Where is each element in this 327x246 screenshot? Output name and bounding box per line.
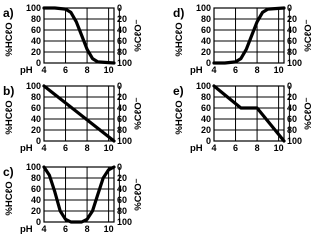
x-tick-label: 10 bbox=[103, 224, 114, 234]
x-tick-label: 4 bbox=[41, 143, 47, 153]
x-tick-label: 10 bbox=[273, 65, 284, 75]
y-tick-label-left: 100 bbox=[25, 3, 41, 13]
x-tick-label: 10 bbox=[103, 143, 114, 153]
y-tick-label-right: 0 bbox=[287, 81, 293, 91]
chart-panel bbox=[3, 162, 144, 235]
y-tick-label-left: 80 bbox=[200, 14, 211, 24]
y-tick-label-right: 80 bbox=[287, 125, 298, 135]
x-tick-label: 4 bbox=[41, 65, 47, 75]
panel-label: b) bbox=[3, 84, 15, 98]
y-tick-label-right: 80 bbox=[117, 125, 128, 135]
x-tick-label: 4 bbox=[211, 143, 217, 153]
y-tick-label-left: 100 bbox=[25, 162, 41, 172]
panel-label: d) bbox=[173, 6, 185, 20]
y-axis-label-right: %CℓO⁻ bbox=[303, 97, 314, 130]
y-tick-label-left: 60 bbox=[200, 25, 211, 35]
x-tick-label: 6 bbox=[233, 65, 239, 75]
x-tick-label: 6 bbox=[63, 65, 69, 75]
y-tick-label-left: 20 bbox=[30, 47, 41, 57]
y-tick-label-left: 80 bbox=[200, 92, 211, 102]
y-axis-label-right: %CℓO⁻ bbox=[133, 178, 144, 211]
y-tick-label-left: 20 bbox=[200, 47, 211, 57]
plot-frame bbox=[214, 8, 284, 63]
y-tick-label-left: 60 bbox=[30, 25, 41, 35]
y-tick-label-right: 20 bbox=[117, 14, 128, 24]
y-tick-label-left: 80 bbox=[30, 92, 41, 102]
y-tick-label-right: 40 bbox=[117, 25, 128, 35]
x-tick-label: 10 bbox=[273, 143, 284, 153]
plot-frame bbox=[44, 8, 114, 63]
y-axis-label-left: %HCℓO bbox=[4, 100, 15, 135]
y-tick-label-right: 40 bbox=[117, 184, 128, 194]
y-tick-label-left: 0 bbox=[35, 58, 41, 68]
y-tick-label-right: 20 bbox=[117, 92, 128, 102]
y-tick-label-left: 40 bbox=[30, 36, 41, 46]
series-line bbox=[44, 167, 114, 222]
y-tick-label-left: 60 bbox=[200, 103, 211, 113]
y-tick-label-right: 60 bbox=[117, 114, 128, 124]
panel-label: c) bbox=[3, 165, 14, 179]
chart-panel bbox=[3, 3, 144, 76]
y-tick-label-right: 100 bbox=[117, 136, 133, 146]
x-tick-label: 8 bbox=[84, 224, 90, 234]
x-axis-label: pH bbox=[190, 65, 203, 76]
y-axis-label-right: %CℓO⁻ bbox=[133, 97, 144, 130]
y-axis-label-left: %HCℓO bbox=[4, 22, 15, 57]
x-axis-label: pH bbox=[190, 143, 203, 154]
y-axis-label-left: %HCℓO bbox=[174, 22, 185, 57]
y-axis-label-left: %HCℓO bbox=[4, 181, 15, 216]
y-tick-label-right: 100 bbox=[287, 136, 303, 146]
y-tick-label-right: 40 bbox=[287, 25, 298, 35]
y-tick-label-right: 20 bbox=[287, 14, 298, 24]
y-tick-label-left: 80 bbox=[30, 14, 41, 24]
x-tick-label: 8 bbox=[84, 65, 90, 75]
y-tick-label-left: 40 bbox=[30, 195, 41, 205]
x-tick-label: 8 bbox=[254, 143, 260, 153]
chart-panel bbox=[173, 81, 314, 154]
chart-panel bbox=[173, 3, 314, 76]
chart-panel bbox=[3, 81, 144, 154]
y-tick-label-left: 40 bbox=[200, 36, 211, 46]
y-tick-label-right: 100 bbox=[287, 58, 303, 68]
x-tick-label: 8 bbox=[84, 143, 90, 153]
y-tick-label-left: 20 bbox=[200, 125, 211, 135]
y-tick-label-right: 40 bbox=[287, 103, 298, 113]
y-tick-label-right: 60 bbox=[287, 36, 298, 46]
y-tick-label-left: 0 bbox=[205, 136, 211, 146]
x-tick-label: 6 bbox=[63, 143, 69, 153]
x-axis-label: pH bbox=[20, 224, 33, 235]
y-tick-label-left: 40 bbox=[200, 114, 211, 124]
x-tick-label: 4 bbox=[211, 65, 217, 75]
x-tick-label: 8 bbox=[254, 65, 260, 75]
y-tick-label-right: 60 bbox=[117, 36, 128, 46]
y-tick-label-right: 80 bbox=[117, 206, 128, 216]
y-tick-label-right: 0 bbox=[287, 3, 293, 13]
series-line bbox=[214, 8, 284, 63]
y-tick-label-left: 100 bbox=[25, 81, 41, 91]
y-tick-label-left: 100 bbox=[195, 81, 211, 91]
series-line bbox=[44, 86, 114, 141]
y-tick-label-right: 100 bbox=[117, 58, 133, 68]
y-axis-label-left: %HCℓO bbox=[174, 100, 185, 135]
y-axis-label-right: %CℓO⁻ bbox=[133, 19, 144, 52]
y-tick-label-right: 80 bbox=[117, 47, 128, 57]
x-tick-label: 10 bbox=[103, 65, 114, 75]
y-tick-label-right: 0 bbox=[117, 162, 123, 172]
x-axis-label: pH bbox=[20, 143, 33, 154]
panel-label: e) bbox=[173, 84, 184, 98]
y-tick-label-left: 0 bbox=[35, 217, 41, 227]
y-tick-label-right: 40 bbox=[117, 103, 128, 113]
y-tick-label-left: 100 bbox=[195, 3, 211, 13]
series-line bbox=[214, 86, 284, 141]
x-tick-label: 4 bbox=[41, 224, 47, 234]
y-tick-label-right: 100 bbox=[117, 217, 133, 227]
y-tick-label-left: 60 bbox=[30, 184, 41, 194]
y-tick-label-right: 60 bbox=[117, 195, 128, 205]
y-tick-label-left: 80 bbox=[30, 173, 41, 183]
y-tick-label-left: 0 bbox=[35, 136, 41, 146]
x-axis-label: pH bbox=[20, 65, 33, 76]
y-axis-label-right: %CℓO⁻ bbox=[303, 19, 314, 52]
y-tick-label-left: 20 bbox=[30, 206, 41, 216]
y-tick-label-right: 0 bbox=[117, 3, 123, 13]
x-tick-label: 6 bbox=[233, 143, 239, 153]
y-tick-label-left: 60 bbox=[30, 103, 41, 113]
y-tick-label-right: 60 bbox=[287, 114, 298, 124]
y-tick-label-right: 80 bbox=[287, 47, 298, 57]
y-tick-label-right: 20 bbox=[287, 92, 298, 102]
series-line bbox=[44, 8, 114, 63]
y-tick-label-left: 40 bbox=[30, 114, 41, 124]
y-tick-label-left: 20 bbox=[30, 125, 41, 135]
panel-label: a) bbox=[3, 6, 14, 20]
y-tick-label-left: 0 bbox=[205, 58, 211, 68]
y-tick-label-right: 20 bbox=[117, 173, 128, 183]
y-tick-label-right: 0 bbox=[117, 81, 123, 91]
x-tick-label: 6 bbox=[63, 224, 69, 234]
